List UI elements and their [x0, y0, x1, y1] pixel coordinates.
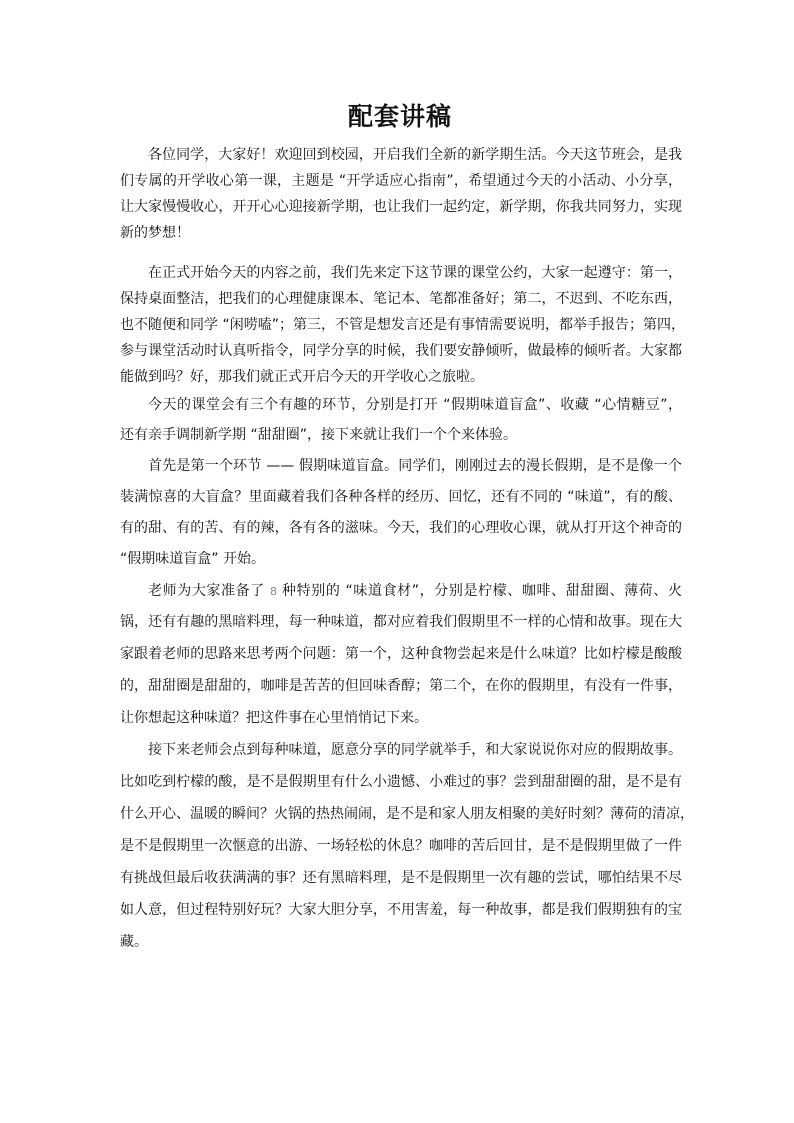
text-line: 也不随便和同学 “闲唠嗑”；第三，不管是想发言还是有事情需要说明，都举手报告；第四，	[120, 317, 685, 333]
document-body	[120, 145, 694, 964]
text-line: 的，甜甜圈是甜甜的，咖啡是苦苦的但回味香醇；第二个，在你的假期里，有没有一件事，	[120, 678, 682, 694]
text-line: 什么开心、温暖的瞬间？火锅的热热闹闹，是不是和家人朋友相聚的美好时刻？薄荷的清凉，	[120, 806, 694, 822]
paragraph-flavor-box	[120, 456, 684, 581]
paragraph-flavor-foods	[120, 581, 684, 740]
text-line	[120, 581, 682, 612]
text-line: 让你想起这种味道？把这件事在心里悄悄记下来。	[120, 710, 428, 726]
text-line: 还有亲手调制新学期 “甜甜圈”，接下来就让我们一个个来体验。	[120, 427, 517, 443]
paragraph-class-rules	[120, 263, 684, 395]
text-line: 接下来老师会点到每种味道，愿意分享的同学就举手，和大家说说你对应的假期故事。	[148, 742, 682, 758]
text-line: 让大家慢慢收心，开开心心迎接新学期，也让我们一起约定，新学期，你我共同努力，实现	[120, 199, 682, 215]
text-line: 新的梦想！	[120, 225, 190, 241]
text-segment: 老师为大家准备了	[148, 583, 270, 599]
text-line: 能做到吗？好，那我们就正式开启今天的开学收心之旅啦。	[120, 369, 484, 385]
text-line: 们专属的开学收心第一课，主题是 “开学适应心指南”，希望通过今天的小活动、小分享，	[120, 173, 682, 189]
text-line: 装满惊喜的大盲盒？里面藏着我们各种各样的经历、回忆，还有不同的 “味道”，有的酸、	[120, 489, 682, 505]
text-line: 如人意，但过程特别好玩？大家大胆分享，不用害羞，每一种故事，都是我们假期独有的宝	[120, 902, 682, 918]
text-line: 今天的课堂会有三个有趣的环节，分别是打开 “假期味道盲盒”、收藏 “心情糖豆”，	[148, 397, 682, 413]
paragraph-sharing	[120, 740, 694, 964]
number-eight: 8	[269, 585, 277, 598]
text-line: 参与课堂活动时认真听指令，同学分享的时候，我们要安静倾听，做最棒的倾听者。大家都	[120, 343, 682, 359]
text-line: “假期味道盲盒” 开始。	[120, 551, 265, 567]
text-line: 锅，还有有趣的黑暗料理，每一种味道，都对应着我们假期里不一样的心情和故事。现在大	[120, 614, 682, 630]
text-line: 各位同学，大家好！欢迎回到校园，开启我们全新的新学期生活。今天这节班会，是我	[148, 147, 682, 163]
text-line: 有的甜、有的苦、有的辣，各有各的滋味。今天，我们的心理收心课，就从打开这个神奇的	[120, 520, 682, 536]
paragraph-greeting	[120, 145, 684, 263]
text-line: 家跟着老师的思路来思考两个问题：第一个，这种食物尝起来是什么味道？比如柠檬是酸酸	[120, 646, 682, 662]
text-line: 有挑战但最后收获满满的事？还有黑暗料理，是不是假期里一次有趣的尝试，哪怕结果不尽	[120, 870, 682, 886]
paragraph-agenda	[120, 395, 684, 456]
text-line: 比如吃到柠檬的酸，是不是假期里有什么小遗憾、小难过的事？尝到甜甜圈的甜，是不是有	[120, 774, 682, 790]
text-line: 是不是假期里一次惬意的出游、一场轻松的休息？咖啡的苦后回甘，是不是假期里做了一件	[120, 838, 682, 854]
text-line: 在正式开始今天的内容之前，我们先来定下这节课的课堂公约，大家一起遵守：第一，	[148, 265, 682, 281]
page-title: 配套讲稿	[347, 102, 452, 131]
text-segment: 种特别的 “味道食材”，分别是柠檬、咖啡、甜甜圈、薄荷、火	[276, 583, 683, 599]
text-line: 保持桌面整洁，把我们的心理健康课本、笔记本、笔都准备好；第二，不迟到、不吃东西，	[120, 291, 682, 307]
text-line: 首先是第一个环节 —— 假期味道盲盒。同学们，刚刚过去的漫长假期，是不是像一个	[148, 458, 682, 474]
text-line: 藏。	[120, 934, 148, 950]
